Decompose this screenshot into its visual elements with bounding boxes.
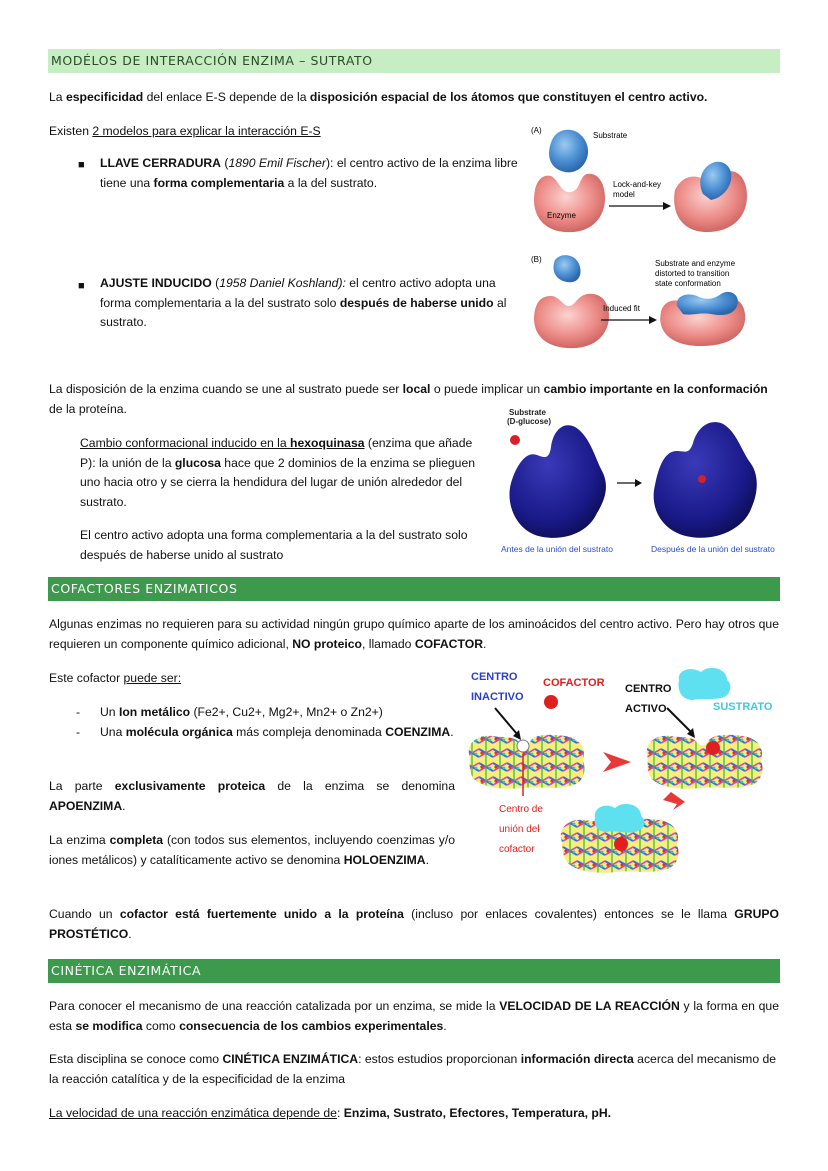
paragraph-cinetica: Esta disciplina se conoce como CINÉTICA ENZIMÁTICA: estos estudios proporcionan información directa acerca del mecanismo de la reacción catalítica y de la especificidad de la enzima	[49, 1052, 777, 1086]
label-substrate: Substrate	[593, 131, 628, 140]
substrate-shape	[549, 130, 588, 173]
paragraph-depende: La velocidad de una reacción enzimática depende de: Enzima, Sustrato, Efectores, Temperatura, pH.	[49, 1106, 612, 1120]
label-substrate-glucose: Substrate	[509, 408, 546, 417]
substrate-b-distorted	[677, 292, 738, 315]
label-model: model	[613, 190, 635, 199]
section-header-cofactores	[48, 577, 780, 601]
label-d-glucose: (D-glucose)	[507, 417, 551, 426]
bullet-marker: ■	[78, 280, 85, 292]
label-centro-inactivo-2: INACTIVO	[471, 691, 524, 703]
substrate-cyan	[679, 668, 731, 700]
figure-tag-a: (A)	[531, 126, 542, 135]
label-induced-fit: Induced fit	[603, 304, 640, 313]
list-item-coenzima: Una molécula orgánica más compleja denominada COENZIMA.	[100, 725, 454, 739]
paragraph-cofactor-intro: Algunas enzimas no requieren para su actividad ningún grupo químico aparte de los aminoácidos del centro activo. Pero hay otros que requieren un componente químico adicional, NO proteico, llamado COFACTOR.	[49, 617, 779, 651]
section-title: MODÉLOS DE INTERACCIÓN ENZIMA – SUTRATO	[51, 53, 373, 68]
label-centro-activo-1: CENTRO	[625, 683, 672, 695]
list-dash: -	[76, 725, 81, 739]
arrowhead-conformation	[635, 479, 642, 487]
arrow-inactivo	[495, 708, 517, 734]
holoenzyme-top	[647, 735, 763, 789]
big-arrow-right	[603, 752, 631, 772]
paragraph-disposicion: La disposición de la enzima cuando se une al sustrato puede ser local o puede implicar un cambio importante en la conformación de la proteína.	[49, 382, 768, 416]
label-distort-3: state conformation	[655, 279, 721, 288]
substrate-bound-cyan	[595, 804, 645, 833]
figure-tag-b: (B)	[531, 255, 542, 264]
cofactor-complex	[614, 837, 628, 851]
paragraph-centro-activo: El centro activo adopta una forma complementaria a la del sustrato solo después de haberse unido al sustrato	[80, 528, 468, 562]
label-union-3: cofactor	[499, 844, 535, 855]
paragraph-especificidad: La especificidad del enlace E-S depende de la disposición espacial de los átomos que constituyen el centro activo.	[49, 90, 708, 104]
arrow-activo	[667, 708, 691, 732]
empty-site	[517, 740, 529, 752]
paragraph-grupo-prostetico: Cuando un cofactor está fuertemente unido a la proteína (incluso por enlaces covalentes) entonces se le llama GRUPO PROSTÉTICO.	[49, 907, 779, 941]
section-title: COFACTORES ENZIMATICOS	[51, 581, 238, 596]
glucose-bound	[698, 475, 706, 483]
cofactor-figure	[465, 662, 785, 894]
label-centro-inactivo-1: CENTRO	[471, 671, 518, 683]
bullet-ajuste-inducido: AJUSTE INDUCIDO (1958 Daniel Koshland): el centro activo adopta una forma complementaria a la del sustrato solo después de haberse unido al sustrato.	[100, 276, 507, 329]
cofactor-bound	[706, 741, 720, 755]
paragraph-puede-ser: Este cofactor puede ser:	[49, 671, 182, 685]
label-cofactor: COFACTOR	[543, 677, 605, 689]
paragraph-velocidad: Para conocer el mecanismo de una reacción catalizada por un enzima, se mide la VELOCIDAD DE LA REACCIÓN y la forma en que esta se modifica como consecuencia de los cambios experimentales.	[49, 999, 779, 1033]
label-distort-1: Substrate and enzyme	[655, 259, 736, 268]
caption-after: Después de la unión del sustrato	[651, 544, 775, 554]
hexokinase-figure	[497, 405, 787, 560]
label-sustrato: SUSTRATO	[713, 701, 773, 713]
section-header-cinetica	[48, 959, 780, 983]
paragraph-modelos: Existen 2 modelos para explicar la interacción E-S	[49, 124, 321, 138]
cofactor-dot	[544, 695, 558, 709]
label-centro-activo-2: ACTIVO	[625, 703, 667, 715]
section-title: CINÉTICA ENZIMÁTICA	[51, 963, 202, 978]
label-lock-and-key: Lock-and-key	[613, 180, 662, 189]
glucose-molecule	[510, 435, 520, 445]
arrowhead-lock	[663, 202, 671, 210]
big-arrow-down	[663, 792, 685, 810]
list-dash: -	[76, 705, 81, 719]
label-distort-2: distorted to transition	[655, 269, 730, 278]
bullet-marker: ■	[78, 159, 85, 171]
list-item-ion-metalico: Un Ion metálico (Fe2+, Cu2+, Mg2+, Mn2+ o Zn2+)	[100, 705, 383, 719]
label-union-1: Centro de	[499, 804, 543, 815]
substrate-b	[554, 255, 581, 282]
enzyme-shape	[534, 174, 605, 232]
enzyme-b	[534, 294, 609, 348]
paragraph-hexoquinasa: Cambio conformacional inducido en la hexoquinasa (enzima que añade P): la unión de la glucosa hace que 2 dominios de la enzima se plieguen uno hacia otro y se cierra la hendidura del lugar de unión alrededor del sustrato.	[80, 436, 475, 509]
label-union-2: unión del	[499, 824, 540, 835]
section-header-modelos	[48, 49, 780, 73]
caption-before: Antes de la unión del sustrato	[501, 544, 613, 554]
arrowhead-induced	[649, 316, 657, 324]
paragraph-holoenzima: La enzima completa (con todos sus elementos, incluyendo coenzimas y/o iones metálicos) y catalíticamente activo se denomina HOLOENZIMA.	[49, 833, 456, 867]
paragraph-apoenzima: La parte exclusivamente proteica de la enzima se denomina APOENZIMA.	[49, 779, 455, 813]
enzyme-models-figure	[525, 120, 785, 355]
hexokinase-open	[509, 425, 605, 538]
bullet-llave-cerradura: LLAVE CERRADURA (1890 Emil Fischer): el centro activo de la enzima libre tiene una forma complementaria a la del sustrato.	[100, 156, 518, 190]
label-enzyme: Enzyme	[547, 211, 576, 220]
